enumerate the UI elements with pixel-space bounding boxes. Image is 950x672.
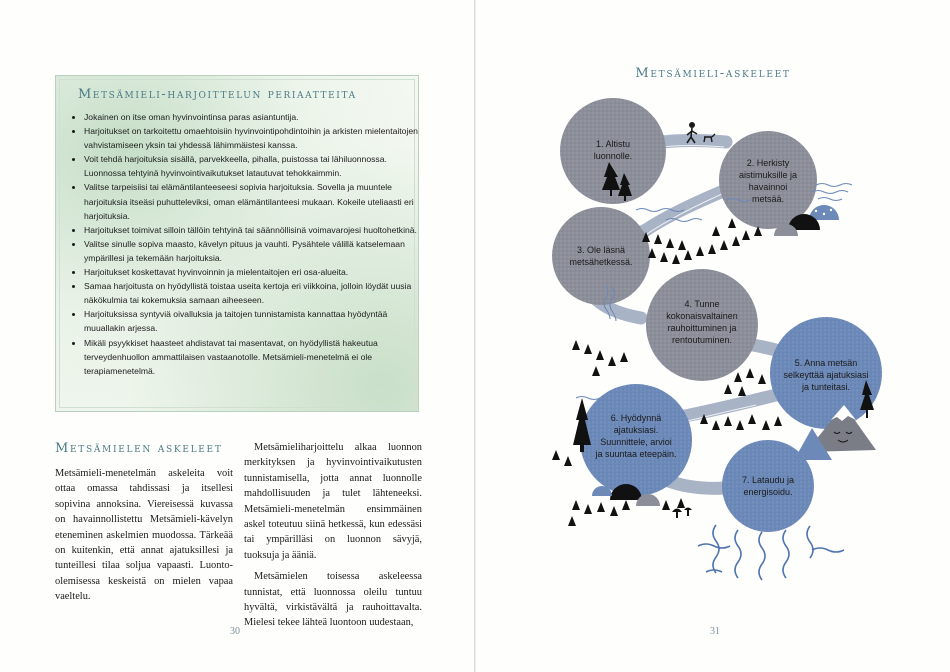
step-label: 1. Altistu [595,139,631,149]
step-label: ajatuksiasi. [613,425,659,435]
principles-box [55,75,419,412]
step-label: metsähetkessä. [569,257,633,267]
list-item: • Voit tehdä harjoituksia sisällä, parvekkeella, pihalla, puistossa tai lähiluonnossa. Luonnossa tehtyinä hyvinvointivaikutukset latautuvat tehokkaimmin. [84,152,424,180]
principles-list [66,110,424,378]
step-circle-3 [552,207,650,305]
mushrooms-icon [672,508,692,519]
box-title: Metsämieli-harjoittelun periaatteita [78,87,357,102]
step-label: 4. Tunne [684,299,720,309]
step-label: selkeyttää ajatuksiasi [783,370,869,380]
right-page [476,0,950,672]
list-item: • Valitse tarpeisiisi tai elämäntilanteeseesi sopivia harjoituksia. Sovella ja muuntele harjoituksia itseäsi puhutteleviksi, oman elämäntilanteesi mukaan. Kokeile uteliaasti eri harjoituksia. [84,180,424,222]
left-page [0,0,474,672]
step-label: ja suuntaa eteepäin. [595,449,677,459]
section-heading: Metsämielen askeleet [55,441,223,456]
list-item: • Mikäli psyykkiset haasteet ahdistavat tai masentavat, on hyödyllistä hakeutua terveydenhuollon ammattilaisen vastaanotolle. Metsämieli-menetelmä ei ole terapiamenetelmä. [84,336,424,378]
paragraph: Metsämieliharjoittelu alkaa luonnon merkityksen ja hyvinvointivaikutusten tunnistamisella, jotta annat luonnolle mahdollisuuden ja tulet lähteneeksi. Metsämieli-menetelmän ensimmäinen askel toteutuu siinä hetkessä, kun edessäsi tai ympärilläsi on luonnon sävyjä, tuoksuja ja ääniä. [244,442,422,561]
forest-steps-illustration [476,0,950,672]
paragraph: Metsämieli-menetelmän askeleita voit ottaa omassa tahdissasi ja itsellesi sopivina annoksina. Viereisessä kuvassa on havainnollistettu Metsämieli-kävelyn eteneminen askelmien muodossa. Tärkeää on kuitenkin, että annat ajatuksillesi ja tunteillesi tilaa soljua vapaasti. Luonto-olemisessa keskeistä on mielen vapaa vaeltelu. [55,468,233,603]
step-label: 3. Ole läsnä [576,245,626,255]
list-item: • Valitse sinulle sopiva maasto, kävelyn pituus ja vauhti. Pysähtele välillä katselemaan ympärillesi ja tekemään harjoituksia. [84,237,424,265]
text-column-1 [55,466,233,605]
step-label: 5. Anna metsän [794,358,858,368]
step-label: metsää. [751,194,785,204]
step-circle-6 [580,384,692,496]
energy-waves [698,525,844,580]
list-item: • Harjoituksissa syntyviä oivalluksia ja taitojen tunnistamista kannattaa hyödyntää muuallakin arjessa. [84,307,424,335]
step-label: 2. Herkisty [746,158,790,168]
list-item: • Harjoitukset on tarkoitettu omaehtoisiin hyvinvointipohdintoihin ja arkisten mielentaitojen vahvistamiseen yksin tai yhdessä lähimmäistesi kanssa. [84,124,424,152]
step-label: aistimuksille ja [738,170,798,180]
step-label: rauhoittuminen ja [667,323,737,333]
step-label: luonnolle. [593,151,633,161]
list-item: • Samaa harjoitusta on hyödyllistä toistaa useita kertoja eri viikkoina, jolloin löydät uusia näkökulmia tai kokemuksia samaan aiheeseen. [84,279,424,307]
step-label: 7. Lataudu ja [741,475,795,485]
step-circle-5 [770,317,882,429]
list-item: • Jokainen on itse oman hyvinvointinsa paras asiantuntija. [84,110,424,124]
step-label: rentoutuminen. [671,335,733,345]
step-circle-4 [646,269,758,381]
step-label: 6. Hyödynnä [610,413,662,423]
list-item: • Harjoitukset koskettavat hyvinvoinnin ja mielentaitojen eri osa-alueita. [84,265,424,279]
page-number-left: 30 [230,626,240,637]
step-label: energisoidu. [743,487,793,497]
text-column-2 [244,440,422,637]
step-label: kokonaisvaltainen [666,311,738,321]
paragraph: Metsämielen toisessa askeleessa tunnistat, että luonnossa oleilu tuntuu hyvältä, virkistävältä ja rauhoittavalta. Mielesi tekee lähteä luontoon uudestaan, [244,571,422,629]
step-label: havainnoi [748,182,788,192]
list-item: • Harjoitukset toimivat silloin tällöin tehtyinä tai säännöllisinä voimavarojesi huoltohetkinä. [84,223,424,237]
step-label: ja tunteitasi. [801,382,851,392]
page-number-right: 31 [710,626,720,637]
illustration-title: Metsämieli-askeleet [635,66,791,81]
step-label: Suunnittele, arvioi [600,437,672,447]
